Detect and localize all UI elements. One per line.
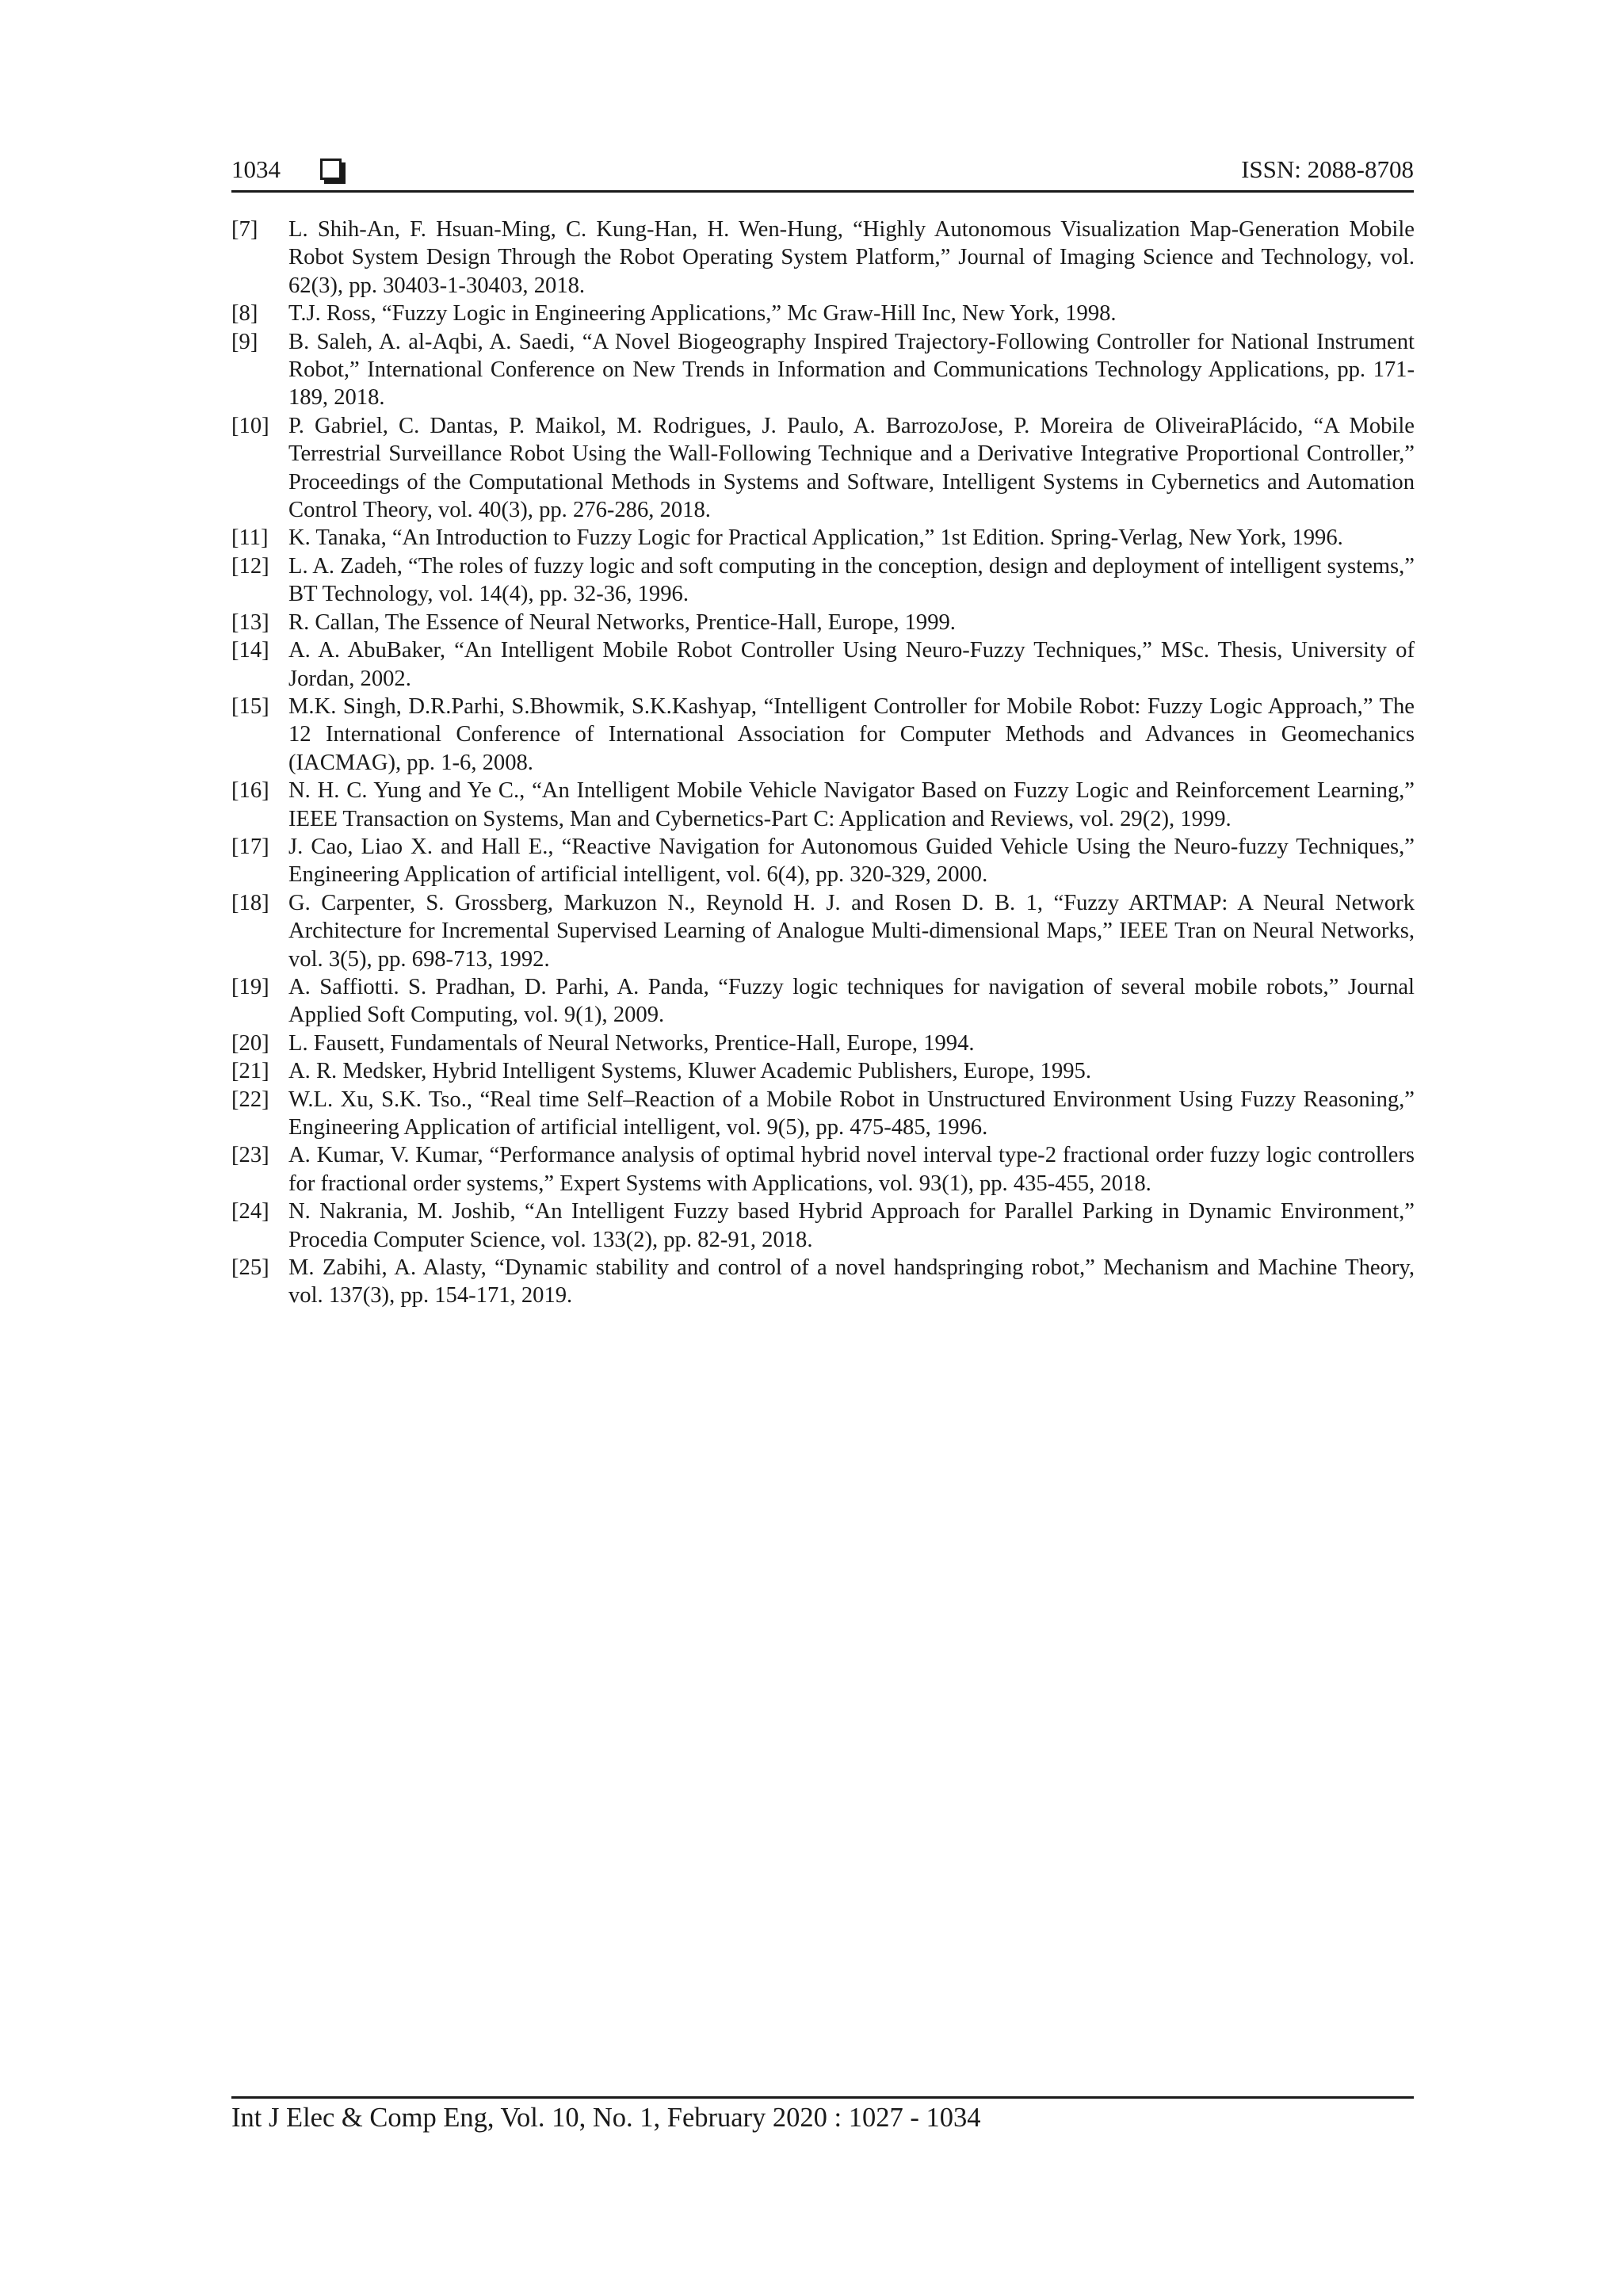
reference-item: [231, 524, 1415, 552]
page-number: 1034: [231, 155, 281, 183]
reference-number: [18]: [231, 890, 269, 915]
reference-number: [9]: [231, 329, 258, 354]
page-footer: [231, 2096, 1414, 2135]
reference-item: [231, 552, 1415, 609]
reference-number: [13]: [231, 609, 269, 635]
reference-text: G. Carpenter, S. Grossberg, Markuzon N., Reynold H. J. and Rosen D. B. 1, “Fuzzy ARTMAP: A Neural Network Architecture for Incremental Supervised Learning of Analogue Multi-dimensional Maps,” IEEE Tran on Neural Networks, vol. 3(5), pp. 698-713, 1992.: [288, 890, 1415, 972]
reference-number: [24]: [231, 1199, 269, 1224]
reference-text: L. Fausett, Fundamentals of Neural Networks, Prentice-Hall, Europe, 1994.: [288, 1030, 975, 1056]
reference-item: [231, 693, 1415, 777]
reference-text: N. H. C. Yung and Ye C., “An Intelligent Mobile Vehicle Navigator Based on Fuzzy Logic and Reinforcement Learning,” IEEE Transaction on Systems, Man and Cybernetics-Part C: Application and Reviews, vol. 29(2), 1999.: [288, 778, 1415, 831]
reference-item: [231, 609, 1415, 636]
reference-text: L. Shih-An, F. Hsuan-Ming, C. Kung-Han, H. Wen-Hung, “Highly Autonomous Visualization Map-Generation Mobile Robot System Design Through the Robot Operating System Platform,” Journal of Imaging Science and Technology, vol. 62(3), pp. 30403-1-30403, 2018.: [288, 217, 1415, 298]
reference-text: J. Cao, Liao X. and Hall E., “Reactive Navigation for Autonomous Guided Vehicle Using the Neuro-fuzzy Techniques,” Engineering Application of artificial intelligent, vol. 6(4), pp. 320-329, 2000.: [288, 834, 1415, 888]
reference-text: A. R. Medsker, Hybrid Intelligent Systems, Kluwer Academic Publishers, Europe, 1995.: [288, 1059, 1091, 1084]
reference-number: [25]: [231, 1255, 269, 1281]
reference-text: W.L. Xu, S.K. Tso., “Real time Self–Reaction of a Mobile Robot in Unstructured Environment Using Fuzzy Reasoning,” Engineering Application of artificial intelligent, vol. 9(5), pp. 475-485, 1996.: [288, 1087, 1415, 1140]
reference-item: [231, 1057, 1415, 1085]
reference-item: [231, 777, 1415, 833]
reference-number: [19]: [231, 974, 269, 999]
reference-number: [15]: [231, 693, 269, 719]
reference-item: [231, 973, 1415, 1030]
reference-item: [231, 1086, 1415, 1142]
page-header: [231, 152, 1414, 193]
reference-item: [231, 889, 1415, 973]
reference-item: [231, 1030, 1415, 1057]
reference-text: B. Saleh, A. al-Aqbi, A. Saedi, “A Novel Biogeography Inspired Trajectory-Following Controller for National Instrument Robot,” International Conference on New Trends in Information and Communications Technology Applications, pp. 171-189, 2018.: [288, 329, 1415, 411]
square-box-icon: [320, 159, 342, 180]
reference-item: [231, 1141, 1415, 1198]
reference-number: [10]: [231, 413, 269, 438]
reference-number: [21]: [231, 1059, 269, 1084]
reference-text: N. Nakrania, M. Joshib, “An Intelligent Fuzzy based Hybrid Approach for Parallel Parking in Dynamic Environment,” Procedia Computer Science, vol. 133(2), pp. 82-91, 2018.: [288, 1199, 1415, 1252]
reference-item: [231, 412, 1415, 525]
reference-text: A. A. AbuBaker, “An Intelligent Mobile Robot Controller Using Neuro-Fuzzy Techniques,” MSc. Thesis, University of Jordan, 2002.: [288, 638, 1415, 691]
reference-number: [8]: [231, 301, 258, 327]
reference-item: [231, 1198, 1415, 1254]
reference-text: M. Zabihi, A. Alasty, “Dynamic stability and control of a novel handspringing robot,” Mechanism and Machine Theory, vol. 137(3), pp. 154-171, 2019.: [288, 1255, 1415, 1308]
reference-text: A. Kumar, V. Kumar, “Performance analysis of optimal hybrid novel interval type-2 fractional order fuzzy logic controllers for fractional order systems,” Expert Systems with Applications, vol. 93(1), pp. 435-455, 2018.: [288, 1143, 1415, 1196]
reference-text: L. A. Zadeh, “The roles of fuzzy logic and soft computing in the conception, design and deployment of intelligent systems,” BT Technology, vol. 14(4), pp. 32-36, 1996.: [288, 553, 1415, 607]
reference-number: [11]: [231, 525, 269, 551]
reference-item: [231, 833, 1415, 889]
reference-text: R. Callan, The Essence of Neural Networks, Prentice-Hall, Europe, 1999.: [288, 609, 956, 635]
reference-text: A. Saffiotti. S. Pradhan, D. Parhi, A. Panda, “Fuzzy logic techniques for navigation of several mobile robots,” Journal Applied Soft Computing, vol. 9(1), 2009.: [288, 974, 1415, 1028]
journal-citation: Int J Elec & Comp Eng, Vol. 10, No. 1, February 2020 : 1027 - 1034: [231, 2103, 981, 2133]
reference-text: P. Gabriel, C. Dantas, P. Maikol, M. Rodrigues, J. Paulo, A. BarrozoJose, P. Moreira de OliveiraPlácido, “A Mobile Terrestrial Surveillance Robot Using the Wall-Following Technique and a Derivative Integrative Proportional Controller,” Proceedings of the Computational Methods in Systems and Software, Intelligent Systems in Cybernetics and Automation Control Theory, vol. 40(3), pp. 276-286, 2018.: [288, 413, 1415, 523]
reference-number: [22]: [231, 1087, 269, 1112]
reference-item: [231, 216, 1415, 300]
reference-number: [14]: [231, 638, 269, 663]
reference-number: [12]: [231, 553, 269, 579]
reference-item: [231, 636, 1415, 693]
reference-number: [20]: [231, 1030, 269, 1056]
reference-number: [16]: [231, 778, 269, 804]
reference-item: [231, 1254, 1415, 1310]
reference-text: T.J. Ross, “Fuzzy Logic in Engineering Applications,” Mc Graw-Hill Inc, New York, 1998.: [288, 301, 1117, 327]
reference-text: M.K. Singh, D.R.Parhi, S.Bhowmik, S.K.Kashyap, “Intelligent Controller for Mobile Robot: Fuzzy Logic Approach,” The 12 International Conference of International Association for Computer Methods and Advances in Geomechanics (IACMAG), pp. 1-6, 2008.: [288, 693, 1415, 775]
reference-number: [23]: [231, 1143, 269, 1168]
reference-number: [7]: [231, 217, 258, 242]
issn: ISSN: 2088-8708: [1241, 155, 1414, 183]
reference-item: [231, 300, 1415, 327]
reference-list: [231, 216, 1415, 1310]
reference-number: [17]: [231, 834, 269, 859]
reference-item: [231, 328, 1415, 412]
reference-text: K. Tanaka, “An Introduction to Fuzzy Logic for Practical Application,” 1st Edition. Spring-Verlag, New York, 1996.: [288, 525, 1343, 551]
